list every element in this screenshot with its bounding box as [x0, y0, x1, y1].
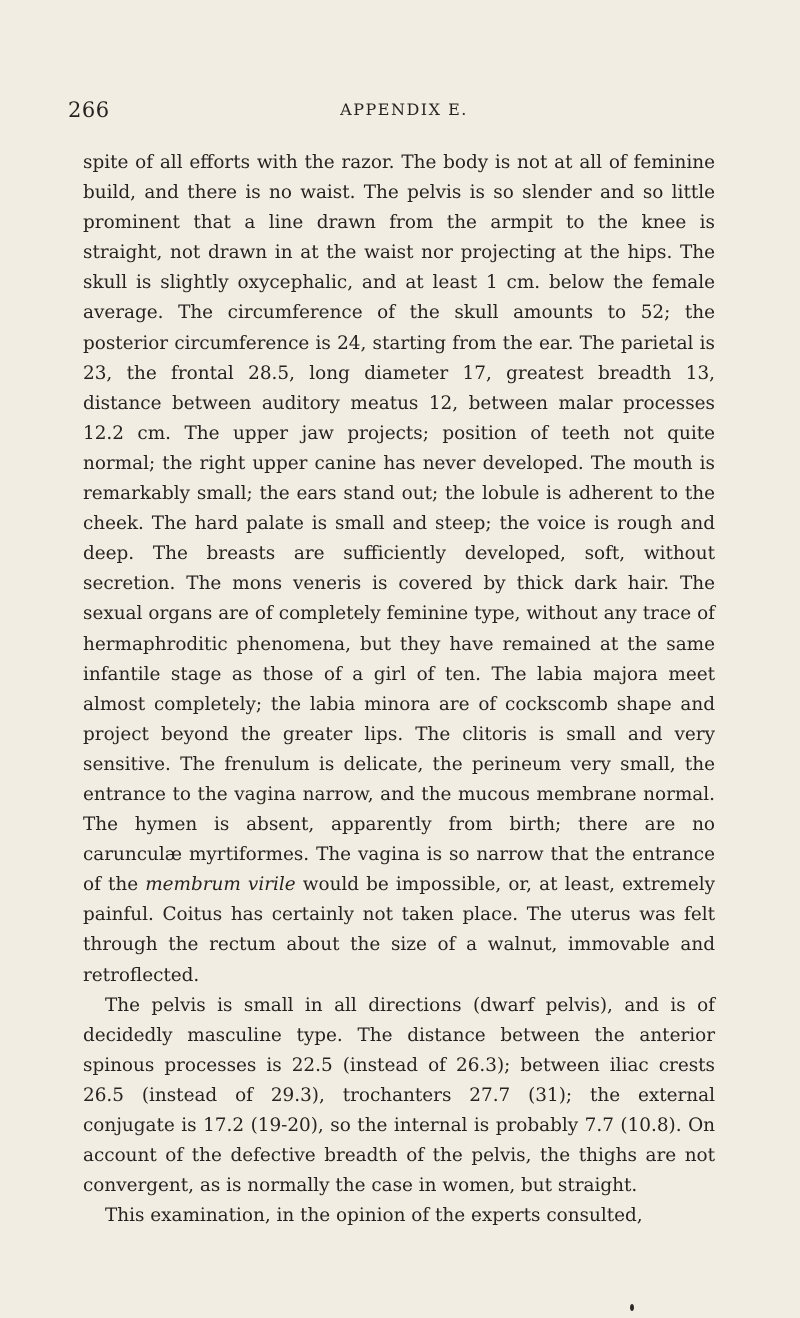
paragraph-3: This examination, in the opinion of the experts consulted, [105, 1205, 643, 1227]
header-title: APPENDIX E. [340, 100, 468, 119]
paragraph-2: The pelvis is small in all directions (dwarf pelvis), and is of decidedly masculine type. The distance between the anterior spinous processes is 22.5 (instead of 26.3); between iliac crests 26.5 (instead of 29.3), trochanters 27.7 (31); the external conjugate is 17.2 (19-20), so the internal is probably 7.7 (10.8). On account of the defective breadth of the pelvis, the thighs are not convergent, as is normally the case in women, but straight. [83, 994, 715, 1197]
paragraph-1 [83, 148, 715, 991]
paragraph-1-text: spite of all efforts with the razor. The body is not at all of feminine build, and there is no waist. The pelvis is so slender and so little prominent that a line drawn from the armpit to the knee is straight, not drawn in at the waist nor projecting at the hips. The skull is slightly oxycephalic, and at least 1 cm. below the female average. The circumference of the skull amounts to 52; the posterior circumference is 24, starting from the ear. The parietal is 23, the frontal 28.5, long diameter 17, greatest breadth 13, distance between auditory meatus 12, between malar processes 12.2 cm. The upper jaw projects; position of teeth not quite normal; the right upper canine has never developed. The mouth is remarkably small; the ears stand out; the lobule is adherent to the cheek. The hard palate is small and steep; the voice is rough and deep. The breasts are sufficiently developed, soft, without secretion. The mons veneris is covered by thick dark hair. The sexual organs are of completely feminine type, without any trace of hermaphroditic phenomena, but they have remained at the same infantile stage as those of a girl of ten. The labia majora meet almost completely; the labia minora are of cockscomb shape and project beyond the greater lips. The clitoris is small and very sensitive. The frenulum is delicate, the perineum very small, the entrance to the vagina narrow, and the mucous membrane normal. The hymen is absent, apparently from birth; there are no carunculæ myrtiformes. The vagina is so narrow that the entrance of the [83, 152, 715, 896]
ink-mark [630, 1304, 634, 1311]
paragraph-1-text-continued: would be impossible, or, at least, extremely painful. Coitus has certainly not taken place. The uterus was felt through the rectum about the size of a walnut, immovable and retroflected. [83, 874, 715, 986]
paragraph-1-italic-term: membrum virile [145, 874, 296, 896]
running-head [68, 98, 718, 128]
page-number: 266 [68, 98, 110, 122]
body-text [83, 148, 715, 1231]
